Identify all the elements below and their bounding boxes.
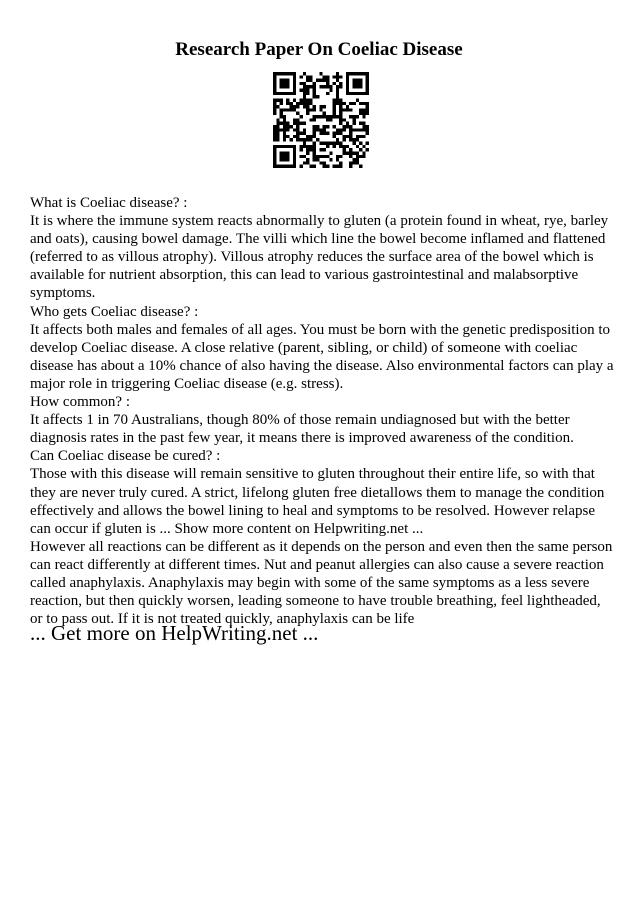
get-more-link[interactable]: ... Get more on HelpWriting.net ...	[30, 621, 319, 645]
heading-what-is: What is Coeliac disease? :	[30, 195, 188, 211]
paragraph-cured: Those with this disease will remain sensitive to gluten throughout their entire life, so with that they are never truly cured. A strict, lifelong gluten free dietallows them to manage the condition effectively and allows the bowel lining to heal and symptoms to be resolved. However relapse can occur if gluten is ... Show more content on Helpwriting.net ...	[30, 466, 605, 537]
paragraph-definition: It is where the immune system reacts abnormally to gluten (a protein found in wheat, rye, barley and oats), causing bowel damage. The villi which line the bowel become inflamed and flattened (referred to as villous atrophy). Villous atrophy reduces the surface area of the bowel which is available for nutrient absorption, this can lead to various gastrointestinal and malabsorptive symptoms.	[30, 213, 609, 302]
paragraph-how-common: It affects 1 in 70 Australians, though 80% of those remain undiagnosed but with the better diagnosis rates in the past few year, it means there is improved awareness of the condition.	[30, 412, 574, 447]
heading-how-common: How common? :	[30, 394, 130, 411]
document-body	[30, 194, 614, 628]
page-title: Research Paper On Coeliac Disease	[175, 39, 463, 60]
heading-who-gets: Who gets Coeliac disease? :	[30, 303, 199, 320]
qr-code-icon	[273, 72, 369, 168]
paragraph-who-gets: It affects both males and females of all ages. You must be born with the genetic predisposition to develop Coeliac disease. A close relative (parent, sibling, or child) of someone with coeliac disease has about a 10% chance of also having the disease. Also environmental factors can play a major role in triggering Coeliac disease (e.g. stress).	[30, 321, 614, 392]
paragraph-reactions: However all reactions can be different as it depends on the person and even then the same person can react differently at different times. Nut and peanut allergies can also cause a severe reaction called anaphylaxis. Anaphylaxis may begin with some of the same symptoms as a less severe reaction, but then quickly worsen, leading someone to have trouble breathing, feel lightheaded, or to pass out. If it is not treated quickly, anaphylaxis can be life	[30, 538, 613, 628]
heading-cured: Can Coeliac disease be cured? :	[30, 448, 221, 465]
